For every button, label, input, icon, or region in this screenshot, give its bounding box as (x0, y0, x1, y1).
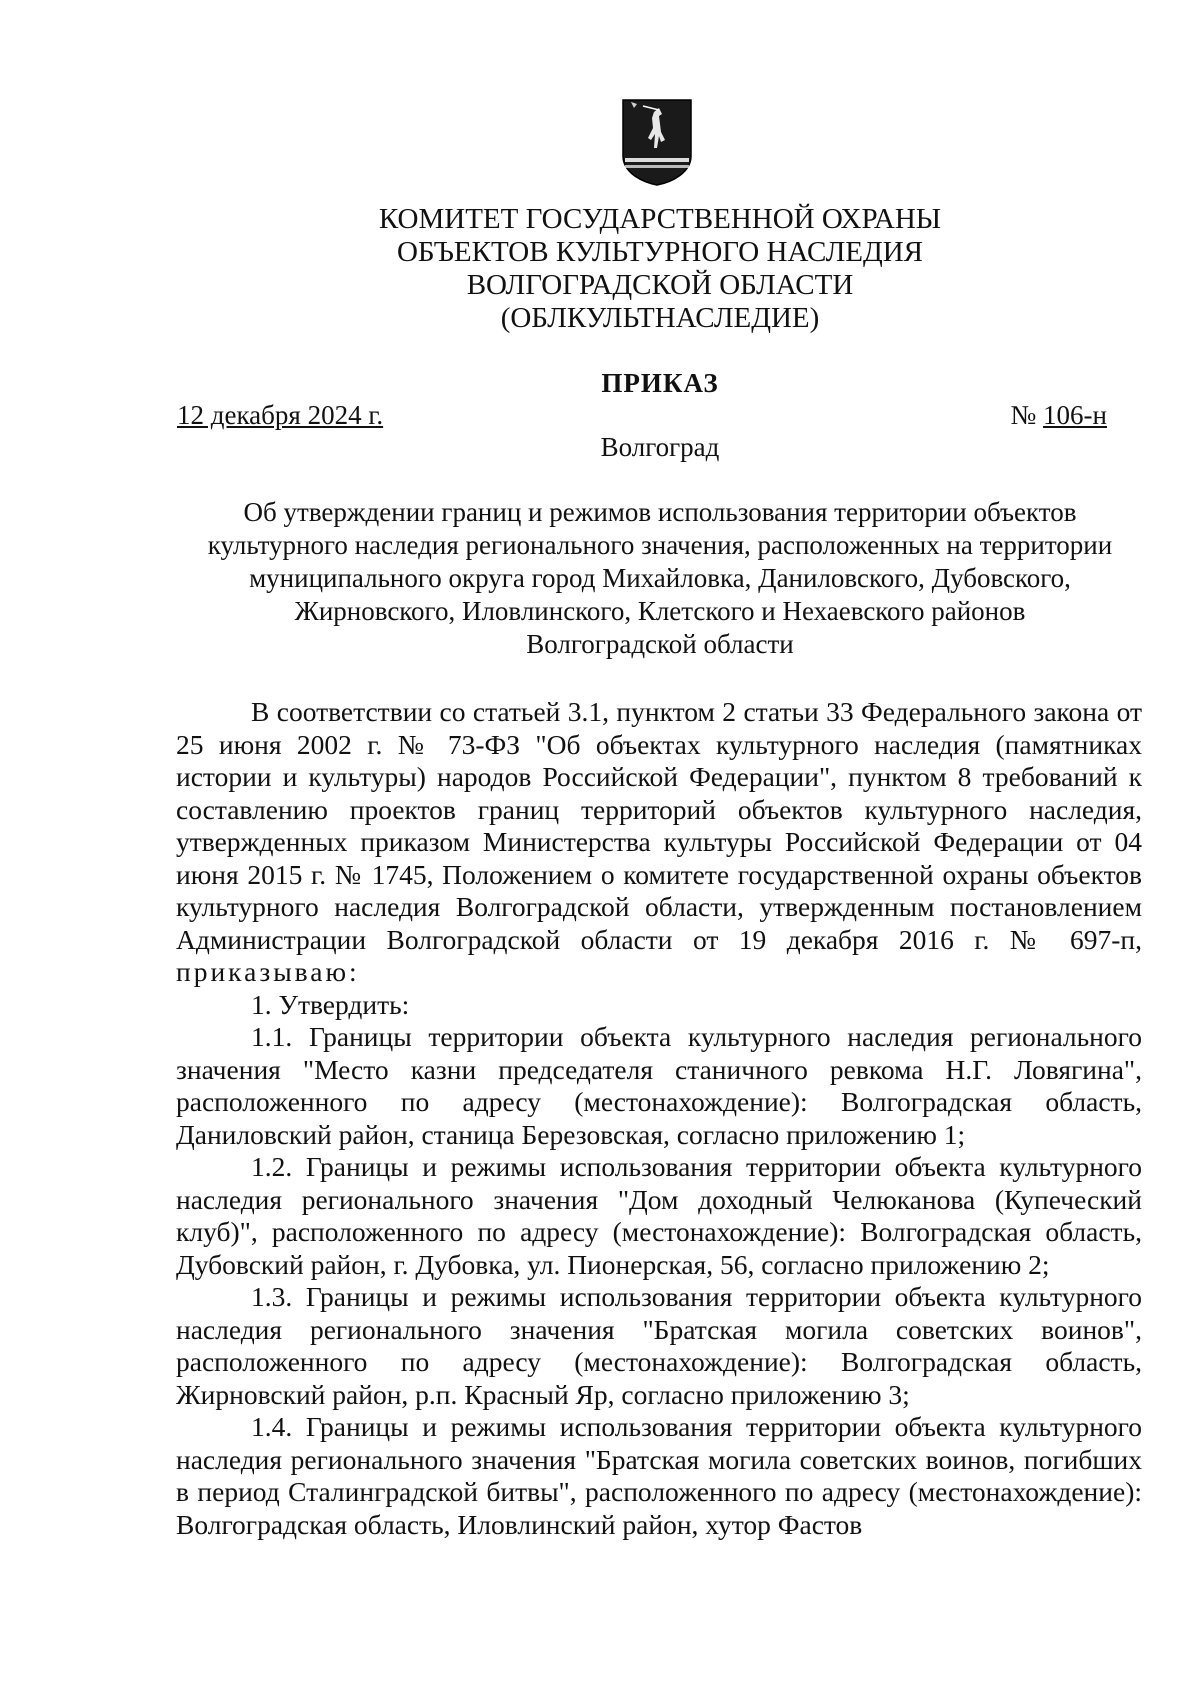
item-1-1: 1.1. Границы территории объекта культурного наследия регионального значения "Место казни председателя станичного ревкома Н.Г. Ловягина", расположенного по адресу (местонахождение): Волгоградская область, Даниловский район, станица Березовская, согласно приложению 1; (176, 1021, 1142, 1150)
preamble-text: В соответствии со статьей 3.1, пунктом 2 статьи 33 Федерального закона от 25 июня 2002 г. № 73-ФЗ "Об объектах культурного наследия (памятниках истории и культуры) народов Российской Федерации", пунктом 8 требований к составлению проектов границ территорий объектов культурного наследия, утвержденных приказом Министерства культуры Российской Федерации от 04 июня 2015 г. № 1745, Положением о комитете государственной охраны объектов культурного наследия Волгоградской области, утвержденным постановлением Администрации Волгоградской области от 19 декабря 2016 г. № 697-п, (176, 696, 1142, 955)
order-title: ПРИКАЗ (601, 368, 719, 398)
order-body (176, 696, 1142, 1541)
org-line: ОБЪЕКТОВ КУЛЬТУРНОГО НАСЛЕДИЯ (396, 236, 924, 268)
order-number-value: 106-н (1043, 400, 1107, 430)
subject-line: муниципального округа город Михайловка, Даниловского, Дубовского, (249, 563, 1071, 593)
preamble-command: приказываю: (176, 956, 360, 987)
subject-line: Об утверждении границ и режимов использования территории объектов (243, 497, 1077, 527)
item-1-3: 1.3. Границы и режимы использования территории объекта культурного наследия регионального значения "Братская могила советских воинов", расположенного по адресу (местонахождение): Волгоградская область, Жирновский район, р.п. Красный Яр, согласно приложению 3; (176, 1281, 1142, 1410)
organization-name (300, 203, 1020, 335)
org-line: КОМИТЕТ ГОСУДАРСТВЕННОЙ ОХРАНЫ (378, 203, 942, 235)
item-1-2: 1.2. Границы и режимы использования территории объекта культурного наследия регионального значения "Дом доходный Челюканова (Купеческий клуб)", расположенного по адресу (местонахождение): Волгоградская область, Дубовский район, г. Дубовка, ул. Пионерская, 56, согласно приложению 2; (176, 1151, 1142, 1280)
volgograd-coat-of-arms-icon (621, 98, 693, 186)
org-line: ВОЛГОГРАДСКОЙ ОБЛАСТИ (466, 269, 854, 301)
subject-line: культурного наследия регионального значения, расположенных на территории (207, 530, 1113, 560)
subject-line: Волгоградской области (526, 629, 794, 659)
org-line: (ОБЛКУЛЬТНАСЛЕДИЕ) (500, 302, 820, 334)
preamble-paragraph (176, 696, 1142, 989)
order-number-prefix: № (1010, 400, 1044, 430)
order-subject (170, 496, 1150, 661)
item-1-4: 1.4. Границы и режимы использования территории объекта культурного наследия регионального значения "Братская могила советских воинов, погибших в период Сталинградской битвы", расположенного по адресу (местонахождение): Волгоградская область, Иловлинский район, хутор Фастов (176, 1411, 1142, 1540)
item-1: 1. Утвердить: (251, 988, 410, 1020)
order-date: 12 декабря 2024 г. (177, 400, 384, 430)
order-city: Волгоград (600, 432, 720, 462)
subject-line: Жирновского, Иловлинского, Клетского и Нехаевского районов (294, 596, 1026, 626)
order-number (1011, 399, 1107, 431)
